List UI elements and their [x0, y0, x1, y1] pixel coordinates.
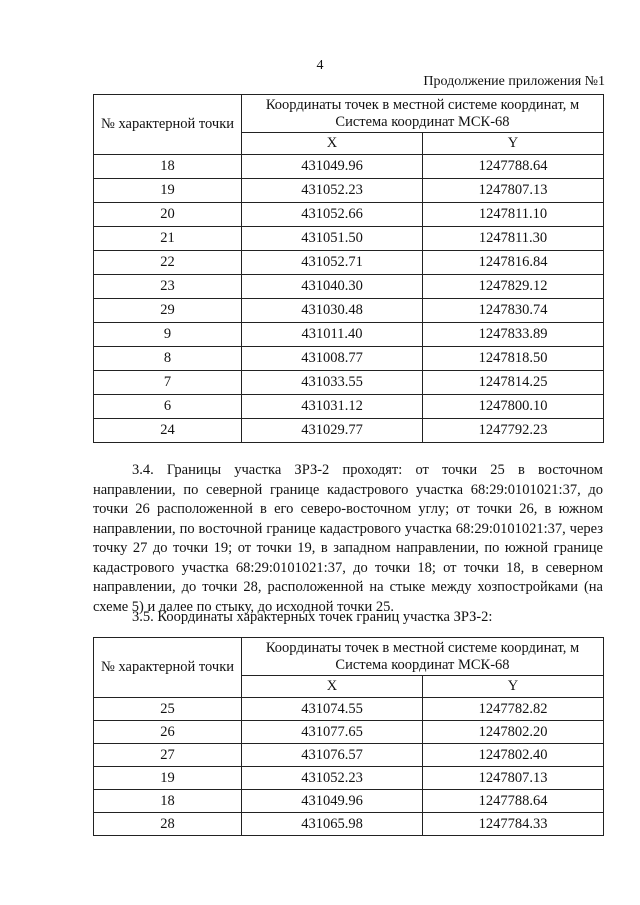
- table-row: [94, 790, 604, 813]
- table-row: [94, 323, 604, 347]
- coord-y: 1247811.30: [423, 227, 604, 251]
- coord-x: 431074.55: [242, 698, 423, 721]
- coord-x: 431077.65: [242, 721, 423, 744]
- column-header-x: X: [242, 676, 423, 698]
- coord-x: 431065.98: [242, 813, 423, 836]
- coord-y: 1247829.12: [423, 275, 604, 299]
- coord-x: 431008.77: [242, 347, 423, 371]
- point-number: 18: [94, 790, 242, 813]
- point-number: 25: [94, 698, 242, 721]
- coord-y: 1247788.64: [423, 155, 604, 179]
- point-number: 9: [94, 323, 242, 347]
- coord-y: 1247830.74: [423, 299, 604, 323]
- coord-y: 1247802.40: [423, 744, 604, 767]
- coord-y: 1247784.33: [423, 813, 604, 836]
- table-row: [94, 395, 604, 419]
- coord-x: 431052.71: [242, 251, 423, 275]
- table-row: [94, 227, 604, 251]
- table-row: [94, 767, 604, 790]
- point-number: 28: [94, 813, 242, 836]
- appendix-continuation-label: Продолжение приложения №1: [423, 74, 605, 89]
- table-row: [94, 371, 604, 395]
- coordinates-intro-paragraph: 3.5. Координаты характерных точек границ участка ЗРЗ-2:: [132, 609, 493, 625]
- table-row: [94, 155, 604, 179]
- point-number: 20: [94, 203, 242, 227]
- table-row: [94, 744, 604, 767]
- coord-x: 431049.96: [242, 155, 423, 179]
- table-row: [94, 179, 604, 203]
- coord-x: 431031.12: [242, 395, 423, 419]
- column-header-point: № характерной точки: [94, 638, 242, 698]
- coord-y: 1247782.82: [423, 698, 604, 721]
- table-row: [94, 203, 604, 227]
- coord-x: 431052.23: [242, 767, 423, 790]
- column-header-coordinates: Координаты точек в местной системе координат, м Система координат МСК-68: [242, 638, 604, 676]
- point-number: 24: [94, 419, 242, 443]
- point-number: 19: [94, 179, 242, 203]
- point-number: 18: [94, 155, 242, 179]
- column-header-y: Y: [423, 133, 604, 155]
- table-row: [94, 251, 604, 275]
- coord-y: 1247802.20: [423, 721, 604, 744]
- point-number: 8: [94, 347, 242, 371]
- point-number: 7: [94, 371, 242, 395]
- point-number: 27: [94, 744, 242, 767]
- coord-y: 1247800.10: [423, 395, 604, 419]
- point-number: 6: [94, 395, 242, 419]
- coord-y: 1247807.13: [423, 767, 604, 790]
- table-row: [94, 347, 604, 371]
- coord-y: 1247792.23: [423, 419, 604, 443]
- point-number: 22: [94, 251, 242, 275]
- coord-x: 431030.48: [242, 299, 423, 323]
- coordinates-table-1: [93, 94, 604, 443]
- table-row: [94, 721, 604, 744]
- coord-x: 431051.50: [242, 227, 423, 251]
- column-header-x: X: [242, 133, 423, 155]
- coord-x: 431052.23: [242, 179, 423, 203]
- coord-x: 431049.96: [242, 790, 423, 813]
- table-row: [94, 299, 604, 323]
- page-number: 4: [316, 58, 324, 73]
- coord-y: 1247818.50: [423, 347, 604, 371]
- coordinates-table-2: [93, 637, 604, 836]
- boundary-description-paragraph: 3.4. Границы участка ЗРЗ-2 проходят: от точки 25 в восточном направлении, по северной границе кадастрового участка 68:29:0101021:37, до точки 26 расположенной в его северо-восточном углу; от точки 26, в южном направлении, по восточной границе кадастрового участка 68:29:0101021:37, через точку 27 до точки 19; от точки 19, в западном направлении, по южной границе кадастрового участка 68:29:0101021:37, до точки 18; от точки 18, в северном направлении, до точки 28, расположенной на стыке между хозпостройками (на схеме 5) и далее по стыку, до исходной точки 25.: [93, 462, 603, 615]
- coord-y: 1247833.89: [423, 323, 604, 347]
- point-number: 21: [94, 227, 242, 251]
- point-number: 26: [94, 721, 242, 744]
- point-number: 23: [94, 275, 242, 299]
- table-row: [94, 698, 604, 721]
- column-header-coordinates: Координаты точек в местной системе координат, м Система координат МСК-68: [242, 95, 604, 133]
- column-header-y: Y: [423, 676, 604, 698]
- coord-y: 1247788.64: [423, 790, 604, 813]
- coord-y: 1247807.13: [423, 179, 604, 203]
- column-header-point: № характерной точки: [94, 95, 242, 155]
- coord-y: 1247811.10: [423, 203, 604, 227]
- table-row: [94, 275, 604, 299]
- coord-x: 431011.40: [242, 323, 423, 347]
- point-number: 19: [94, 767, 242, 790]
- coord-x: 431076.57: [242, 744, 423, 767]
- coord-x: 431040.30: [242, 275, 423, 299]
- coord-x: 431052.66: [242, 203, 423, 227]
- coord-y: 1247816.84: [423, 251, 604, 275]
- coord-x: 431033.55: [242, 371, 423, 395]
- coord-x: 431029.77: [242, 419, 423, 443]
- table-row: [94, 813, 604, 836]
- table-row: [94, 419, 604, 443]
- point-number: 29: [94, 299, 242, 323]
- coord-y: 1247814.25: [423, 371, 604, 395]
